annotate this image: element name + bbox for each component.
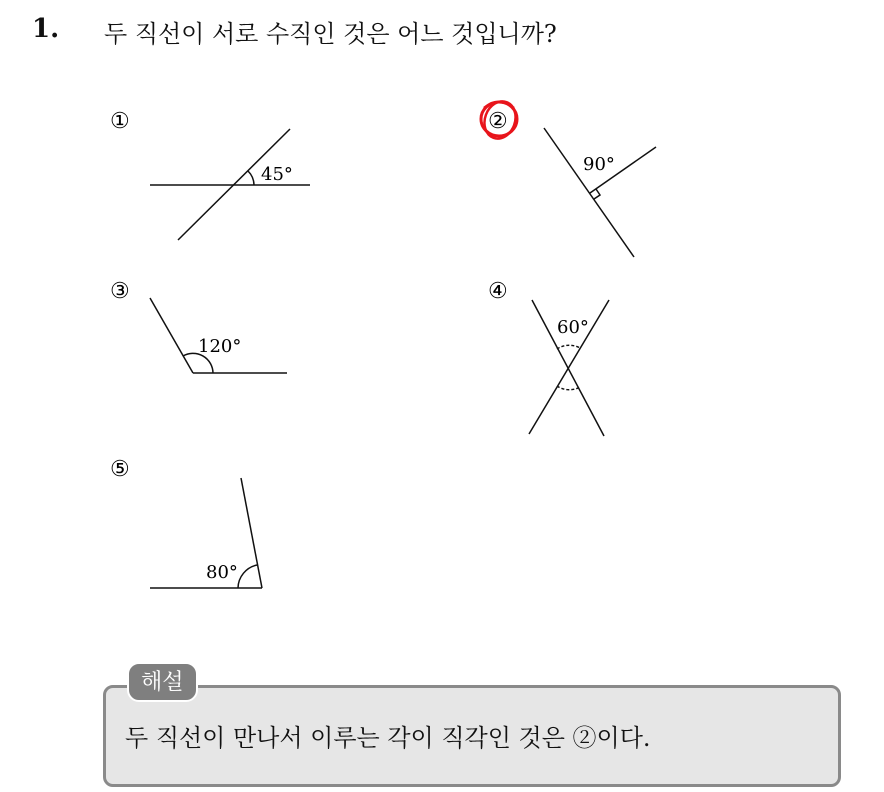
option-1-angle-arc xyxy=(248,171,254,185)
option-1-angle-label: 45° xyxy=(261,164,293,185)
option-4-angle-label: 60° xyxy=(557,317,589,338)
option-3-line-left xyxy=(150,298,193,373)
option-2-angle-label: 90° xyxy=(583,154,615,175)
option-3-angle-label: 120° xyxy=(198,336,242,357)
option-4-angle-arc-bottom xyxy=(557,386,580,390)
option-4-angle-arc-top xyxy=(557,345,580,349)
option-5-angle-label: 80° xyxy=(206,562,238,583)
question-text: 두 직선이 서로 수직인 것은 어느 것입니까? xyxy=(104,20,557,48)
option-3-label: ③ xyxy=(110,279,130,304)
option-1-label: ① xyxy=(110,109,130,134)
option-2-line-main xyxy=(544,128,634,257)
option-5-label: ⑤ xyxy=(110,457,130,482)
question-number: 1. xyxy=(32,14,60,44)
option-2-label: ② xyxy=(488,109,508,134)
option-5-angle-arc xyxy=(238,565,257,588)
explanation-text: 두 직선이 만나서 이루는 각이 직각인 것은 ②이다. xyxy=(125,724,651,752)
option-2-right-angle-mark xyxy=(594,189,600,199)
explanation-tag: 해설 xyxy=(127,662,198,702)
option-4-label: ④ xyxy=(488,279,508,304)
